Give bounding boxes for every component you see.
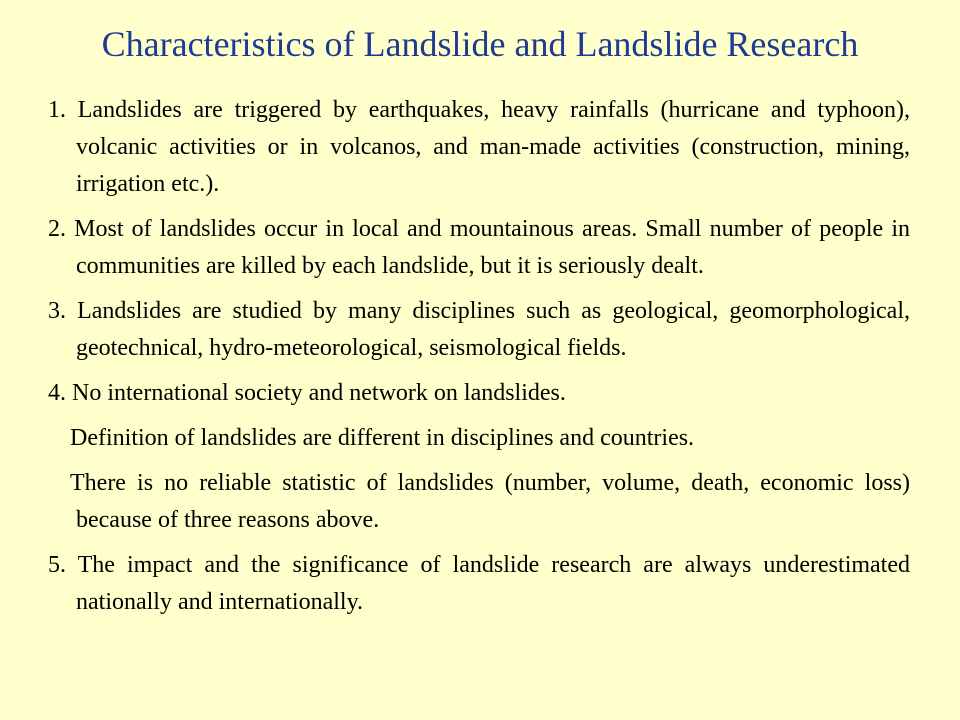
point-2: 2. Most of landslides occur in local and mountainous areas. Small number of people in communities are killed by each landslide, but it is seriously dealt. [48, 216, 910, 279]
point-4-sub-definition: Definition of landslides are different in disciplines and countries. [70, 425, 695, 451]
point-5: 5. The impact and the significance of landslide research are always underestimated nationally and internationally. [48, 552, 910, 615]
slide-title: Characteristics of Landslide and Landslide Research [101, 24, 859, 64]
slide-body [48, 92, 910, 629]
point-4: 4. No international society and network on landslides. [48, 380, 566, 406]
point-1: 1. Landslides are triggered by earthquakes, heavy rainfalls (hurricane and typhoon), volcanic activities or in volcanos, and man-made activities (construction, mining, irrigation etc.). [48, 97, 910, 197]
point-3: 3. Landslides are studied by many disciplines such as geological, geomorphological, geotechnical, hydro-meteorological, seismological fields. [48, 298, 910, 361]
point-4-sub-statistics: There is no reliable statistic of landslides (number, volume, death, economic loss) because of three reasons above. [70, 470, 910, 533]
